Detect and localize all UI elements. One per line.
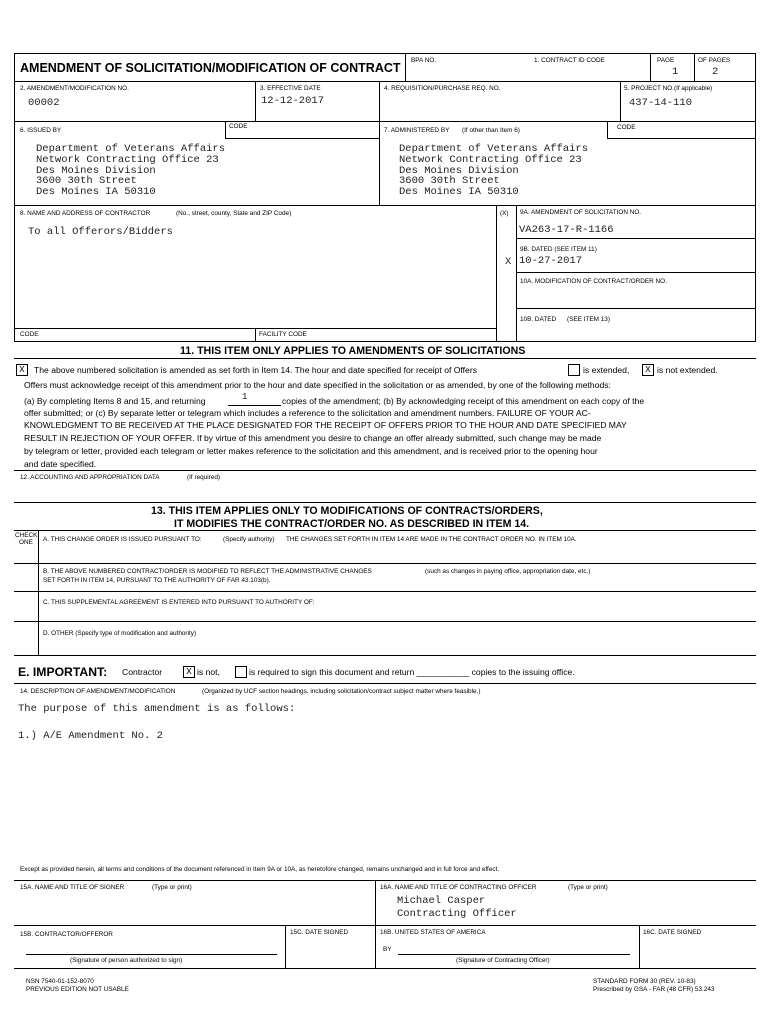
accounting-label: 12. ACCOUNTING AND APPROPRIATION DATA <box>20 474 160 481</box>
dated-9b-value[interactable]: 10-27-2017 <box>519 255 583 267</box>
copies-underline <box>228 405 281 406</box>
x-column-header: (X) <box>500 210 509 217</box>
dated-10b-label: 10B. DATED <box>520 316 557 323</box>
modification-no-label: 10A. MODIFICATION OF CONTRACT/ORDER NO. <box>520 278 667 285</box>
administered-by-line[interactable]: Network Contracting Office 23 <box>399 153 582 166</box>
issued-by-line[interactable]: 3600 30th Street <box>36 175 137 188</box>
divider <box>607 121 608 138</box>
important-contractor: Contractor <box>122 667 163 677</box>
check-one-label-1: CHECK <box>15 532 38 539</box>
divider <box>14 591 756 592</box>
issued-by-line[interactable]: Network Contracting Office 23 <box>36 153 219 166</box>
officer-signature-line[interactable] <box>398 954 630 955</box>
copies-returned-value[interactable]: 1 <box>242 392 248 402</box>
divider <box>14 925 756 926</box>
divider <box>14 530 756 531</box>
option-b-line2: SET FORTH IN ITEM 14, PURSUANT TO THE AUTHORITY OF FAR 43.103(b). <box>43 577 271 584</box>
divider <box>14 968 756 969</box>
officer-label: 16A. NAME AND TITLE OF CONTRACTING OFFICER <box>380 884 537 891</box>
is-required-checkbox[interactable] <box>235 666 247 678</box>
page-number: 1 <box>672 66 679 78</box>
divider <box>379 121 380 205</box>
is-not-label: is not, <box>197 667 220 677</box>
amendment-no-label: 2. AMENDMENT/MODIFICATION NO. <box>20 85 129 92</box>
divider <box>379 81 380 121</box>
administered-by-line[interactable]: 3600 30th Street <box>399 175 500 188</box>
divider <box>14 358 756 359</box>
dated-9b-label: 9B. DATED (SEE ITEM 11) <box>520 246 597 253</box>
divider <box>14 880 756 881</box>
solicitation-no-value[interactable]: VA263-17-R-1166 <box>519 224 614 236</box>
important-label: E. IMPORTANT: <box>18 665 108 679</box>
item11-line8: and date specified. <box>24 459 97 469</box>
divider <box>14 655 756 656</box>
divider <box>14 341 756 342</box>
prescribed-by: Prescribed by GSA - FAR (48 CFR) 53.243 <box>593 986 715 993</box>
option-b-note: (such as changes in paying office, appropriation date, etc.) <box>425 568 591 575</box>
divider <box>516 205 517 341</box>
of-pages-label: OF PAGES <box>698 57 731 64</box>
option-b-line1: B. THE ABOVE NUMBERED CONTRACT/ORDER IS MODIFIED TO REFLECT THE ADMINISTRATIVE CHANGES <box>43 568 372 575</box>
divider <box>14 563 756 564</box>
facility-code-label: FACILITY CODE <box>259 331 307 338</box>
admin-code-label: CODE <box>617 124 636 131</box>
option-a-label: A. THIS CHANGE ORDER IS ISSUED PURSUANT TO: <box>43 536 202 543</box>
item11-line2: Offers must acknowledge receipt of this amendment prior to the hour and date specified in the solicitation or as amended, by one of the following methods: <box>24 380 611 390</box>
issued-by-line[interactable]: Department of Veterans Affairs <box>36 143 226 155</box>
option-a-text: THE CHANGES SET FORTH IN ITEM 14 ARE MADE IN THE CONTRACT ORDER NO. IN ITEM 10A. <box>286 536 577 543</box>
divider <box>14 683 756 684</box>
except-statement: Except as provided herein, all terms and conditions of the document referenced in Item 9A or 10A, as heretofore changed, remains unchanged and in full force and effect. <box>20 866 500 873</box>
administered-by-line[interactable]: Department of Veterans Affairs <box>399 143 589 155</box>
divider <box>225 121 226 138</box>
item13-heading-2: IT MODIFIES THE CONTRACT/ORDER NO. AS DESCRIBED IN ITEM 14. <box>174 518 530 530</box>
option-d-text: D. OTHER (Specify type of modification and authority) <box>43 630 197 637</box>
not-extended-label: is not extended. <box>657 365 718 375</box>
administered-by-note: (If other than Item 6) <box>462 127 520 134</box>
divider <box>14 205 756 206</box>
item11-line7: by telegram or letter, provided each telegram or letter makes reference to the solicitation and this amendment, and is received prior to the opening hour <box>24 446 598 456</box>
divider <box>225 138 379 139</box>
administered-by-line[interactable]: Des Moines IA 50310 <box>399 186 519 199</box>
is-not-checkbox[interactable]: X <box>183 666 195 678</box>
option-a-note: (Specify authority) <box>223 536 275 543</box>
nsn-number: NSN 7540-01-152-8070 <box>26 978 94 985</box>
divider <box>607 138 755 139</box>
description-line-2[interactable]: 1.) A/E Amendment No. 2 <box>18 730 163 742</box>
divider <box>38 530 39 655</box>
contractor-name-value[interactable]: To all Offerors/Bidders <box>28 226 173 238</box>
of-pages-number: 2 <box>712 66 719 78</box>
divider <box>14 621 756 622</box>
is-extended-label: is extended, <box>583 365 630 375</box>
divider <box>516 308 755 309</box>
signer-label: 15A. NAME AND TITLE OF SIGNER <box>20 884 125 891</box>
contractor-signature-line[interactable] <box>26 954 277 955</box>
item11-line6: RESULT IN REJECTION OF YOUR OFFER. If by virtue of this amendment you desire to change an offer already submitted, such change may be made <box>24 433 602 443</box>
is-required-label: is required to sign this document and return ___________ copies to the issuing office. <box>249 667 575 677</box>
date-15c-label: 15C. DATE SIGNED <box>290 929 349 936</box>
dated-9b-mark[interactable]: X <box>505 256 512 268</box>
requisition-label: 4. REQUISITION/PURCHASE REQ. NO. <box>384 85 501 92</box>
project-no-value[interactable]: 437-14-110 <box>629 97 693 109</box>
project-no-label: 5. PROJECT NO.(If applicable) <box>624 85 713 92</box>
divider <box>375 880 376 968</box>
extended-checkbox[interactable] <box>568 364 580 376</box>
divider <box>620 81 621 121</box>
divider <box>496 205 497 341</box>
signer-note: (Type or print) <box>152 884 192 891</box>
officer-title[interactable]: Contracting Officer <box>397 908 517 920</box>
form-left-border <box>14 53 15 341</box>
divider <box>14 470 756 471</box>
page-label: PAGE <box>657 57 675 64</box>
by-label: BY <box>383 946 392 953</box>
contractor-offeror-label: 15B. CONTRACTOR/OFFEROR <box>20 931 113 938</box>
contractor-name-note: (No., street, county, State and ZIP Code) <box>176 210 292 217</box>
divider <box>14 81 756 82</box>
divider <box>405 53 406 81</box>
item13-heading-1: 13. THIS ITEM APPLIES ONLY TO MODIFICATIONS OF CONTRACTS/ORDERS, <box>151 505 543 517</box>
date-16c-label: 16C. DATE SIGNED <box>643 929 702 936</box>
not-extended-checkbox[interactable]: X <box>642 364 654 376</box>
officer-note: (Type or print) <box>568 884 608 891</box>
signature-officer-note: (Signature of Contracting Officer) <box>456 957 550 964</box>
contract-id-label: 1. CONTRACT ID CODE <box>534 57 605 64</box>
amended-checkbox[interactable]: X <box>16 364 28 376</box>
previous-edition: PREVIOUS EDITION NOT USABLE <box>26 986 129 993</box>
item11-line5: KNOWLEDGMENT TO BE RECEIVED AT THE PLACE DESIGNATED FOR THE RECEIPT OF OFFERS PRIOR TO THE HOUR AND DATE SPECIFIED MAY <box>24 420 627 430</box>
issued-code-label: CODE <box>229 123 248 130</box>
divider <box>14 121 756 122</box>
divider <box>516 238 755 239</box>
item11-line3b: copies of the amendment; (b) By acknowledging receipt of this amendment on each copy of the <box>282 396 645 406</box>
contractor-code-label: CODE <box>20 331 39 338</box>
amendment-no-value[interactable]: 00002 <box>28 97 60 109</box>
effective-date-value[interactable]: 12-12-2017 <box>261 95 325 107</box>
divider <box>650 53 651 81</box>
description-note: (Organized by UCF section headings, including solicitation/contract subject matter where feasible.) <box>202 688 481 695</box>
officer-name[interactable]: Michael Casper <box>397 895 486 907</box>
item11-line4: offer submitted; or (c) By separate letter or telegram which includes a reference to the solicitation and amendment numbers. FAILURE OF YOUR AC- <box>24 408 591 418</box>
standard-form: STANDARD FORM 30 (REV. 10-83) <box>593 978 696 985</box>
issued-by-label: 6. ISSUED BY <box>20 127 62 134</box>
description-label: 14. DESCRIPTION OF AMENDMENT/MODIFICATION <box>20 688 176 695</box>
usa-label: 16B. UNITED STATES OF AMERICA <box>380 929 486 936</box>
form-title: AMENDMENT OF SOLICITATION/MODIFICATION OF CONTRACT <box>20 61 401 75</box>
divider <box>255 81 256 121</box>
signature-person-note: (Signature of person authorized to sign) <box>70 957 183 964</box>
contractor-name-label: 8. NAME AND ADDRESS OF CONTRACTOR <box>20 210 151 217</box>
form-right-border <box>755 53 756 341</box>
form-top-border <box>14 53 756 54</box>
check-one-label-2: ONE <box>19 539 33 546</box>
divider <box>694 53 695 81</box>
divider <box>639 925 640 968</box>
administered-by-line[interactable]: Des Moines Division <box>399 164 519 177</box>
divider <box>14 502 756 503</box>
item11-line3a: (a) By completing Items 8 and 15, and returning <box>24 396 206 406</box>
solicitation-no-label: 9A. AMENDMENT OF SOLICITATION NO. <box>520 209 642 216</box>
description-line-1[interactable]: The purpose of this amendment is as follows: <box>18 703 296 715</box>
dated-10b-note: (SEE ITEM 13) <box>567 316 610 323</box>
divider <box>255 328 256 341</box>
divider <box>516 272 755 273</box>
effective-date-label: 3. EFFECTIVE DATE <box>260 85 321 92</box>
accounting-note: (If required) <box>187 474 221 481</box>
bpa-label: BPA NO. <box>411 57 437 64</box>
administered-by-label: 7. ADMINISTERED BY <box>384 127 450 134</box>
issued-by-line[interactable]: Des Moines Division <box>36 164 156 177</box>
item11-heading: 11. THIS ITEM ONLY APPLIES TO AMENDMENTS OF SOLICITATIONS <box>180 345 526 357</box>
item11-line1: The above numbered solicitation is amended as set forth in Item 14. The hour and date specified for receipt of Offers <box>34 365 477 375</box>
divider <box>285 925 286 968</box>
option-c-text: C. THIS SUPPLEMENTAL AGREEMENT IS ENTERED INTO PURSUANT TO AUTHORITY OF: <box>43 599 315 606</box>
issued-by-line[interactable]: Des Moines IA 50310 <box>36 186 156 199</box>
